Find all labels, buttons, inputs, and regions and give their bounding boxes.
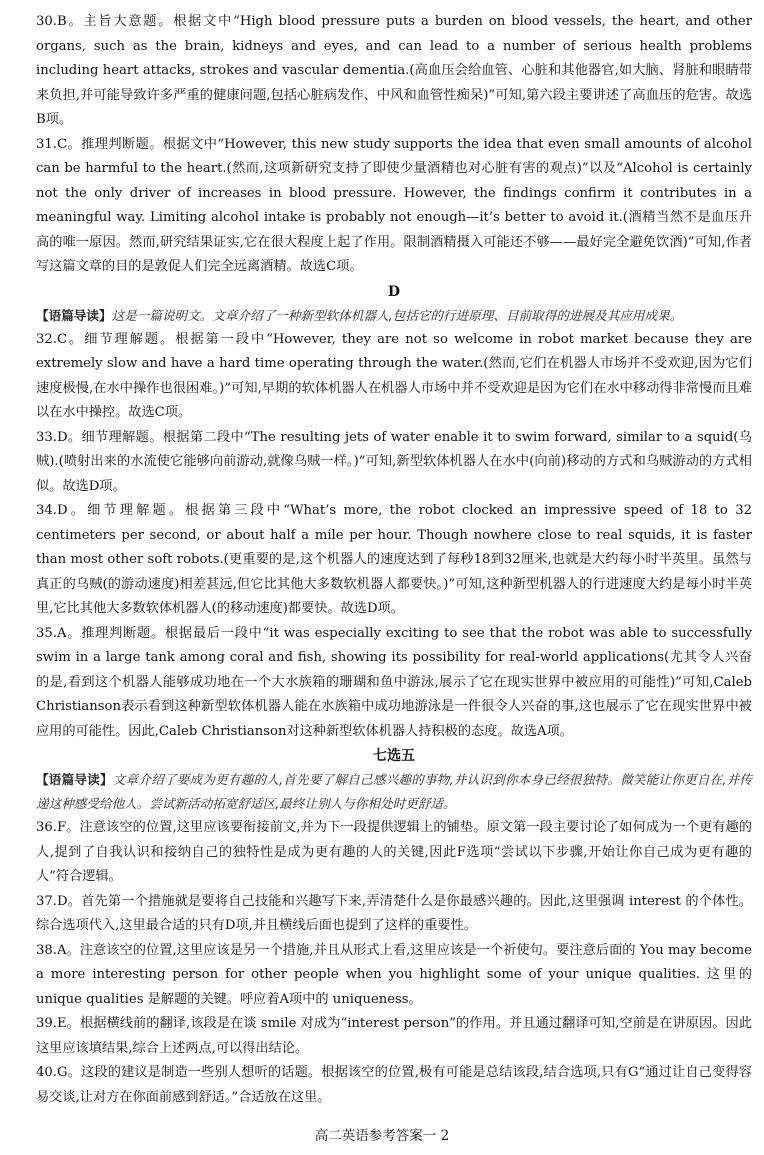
answer-page — [36, 10, 752, 1110]
answer-38 — [36, 939, 752, 1013]
answer-text: D。细节理解题。根据第三段中“What’s more, the robot clocked an impressive speed of 18 to 32 centimeters per second, or about half a mile per hour. Though nowhere close to real squids, it is faster than most other soft robots.(更重要的是,这个机器人的速度达到了每秒18到32厘米,也就是大约每小时半英里。虽然与真正的乌贼(的游动速度)相差甚远,但它比其他大多数软机器人都要快。)”可知,这种新型机器人的行进速度大约是每小时半英里,它比其他大多数软体机器人(的移动速度)都要快。故选D项。 — [36, 503, 752, 616]
guide-text: 文章介绍了要成为更有趣的人,首先要了解自己感兴趣的事物,并认识到你本身已经很独特。微笑能让你更自在,并传递这种感受给他人。尝试新活动拓宽舒适区,最终让别人与你相处时更舒适。 — [36, 772, 753, 811]
answer-number: 36. — [36, 820, 57, 835]
section-d-title: D — [387, 283, 401, 300]
answer-text: G。这段的建议是制造一些别人想听的话题。根据该空的位置,极有可能是总结该段,结合选项,只有G“通过让自己变得容易交谈,让对方在你面前感到舒适。”合适放在这里。 — [36, 1065, 752, 1105]
answer-text: A。注意该空的位置,这里应该是另一个措施,并且从形式上看,这里应该是一个祈使句。要注意后面的 You may become a more interesting person for other people when you highlight some of your unique qualities. 这里的 unique qualities 是解题的关键。呼应着A项中的 uniqueness。 — [36, 942, 752, 1007]
answer-number: 31. — [36, 136, 57, 152]
guide-label: 【语篇导读】 — [36, 307, 112, 323]
answer-31 — [36, 133, 752, 280]
answer-32 — [36, 328, 752, 426]
answer-number: 39. — [36, 1016, 57, 1031]
answer-number: 37. — [36, 893, 57, 909]
answer-text: C。推理判断题。根据文中“However, this new study supports the idea that even small amounts of alcohol can be harmful to the heart.(然而,这项新研究支持了即使少量酒精也对心脏有害的观点)”以及“Alcohol is certainly not the only driver of increases in blood pressure. However, the findings confirm it contributes in a meaningful way. Limiting alcohol intake is probably not enough—it’s better to avoid it.(酒精当然不是血压升高的唯一原因。然而,研究结果证实,它在很大程度上起了作用。限制酒精摄入可能还不够——最好完全避免饮酒)”可知,作者写这篇文章的目的是敦促人们完全远离酒精。故选C项。 — [36, 136, 752, 274]
section-seven-title: 七选五 — [373, 748, 415, 764]
answer-number: 38. — [36, 942, 57, 958]
answer-number: 30. — [36, 14, 57, 29]
guide-text: 这是一篇说明文。文章介绍了一种新型软体机器人,包括它的行进原理、目前取得的进展及其应用成果。 — [111, 307, 683, 323]
answer-text: D。首先第一个措施就是要将自己技能和兴趣写下来,弄清楚什么是你最感兴趣的。因此,这里强调 interest 的个体性。综合选项代入,这里最合适的只有D项,并且横线后面也提到了这样的重要性。 — [36, 893, 752, 933]
answer-text: C。细节理解题。根据第一段中“However, they are not so welcome in robot market because they are extremely slow and have a hard time operating through the water.(然而,它们在机器人市场并不受欢迎,因为它们速度极慢,在水中操作也很困难。)”可知,早期的软体机器人在机器人市场中并不受欢迎是因为它们在水中移动得非常慢而且难以在水中操控。故选C项。 — [36, 331, 752, 420]
answer-30 — [36, 10, 752, 133]
answer-number: 34. — [36, 503, 57, 518]
answer-number: 35. — [36, 625, 57, 641]
page-footer: 高二英语参考答案一 2 — [314, 1128, 450, 1144]
answer-text: E。根据横线前的翻译,该段是在谈 smile 对成为“interest person”的作用。并且通过翻译可知,空前是在讲原因。因此这里应该填结果,综合上述两点,可以得出结论。 — [36, 1016, 752, 1056]
answer-text: F。注意该空的位置,这里应该要衔接前文,并为下一段提供逻辑上的铺垫。原文第一段主要讨论了如何成为一个更有趣的人,提到了自我认识和接纳自己的独特性是成为更有趣的人的关键,因此F选项“尝试以下步骤,开始让你自己成为更有趣的人”符合逻辑。 — [36, 820, 752, 884]
answer-37 — [36, 890, 752, 939]
answer-text: A。推理判断题。根据最后一段中“it was especially exciting to see that the robot was able to successfully swim in a large tank among coral and fish, showing its possibility for real-world applications(尤其令人兴奋的是,看到这个机器人能够成功地在一个大水族箱的珊瑚和鱼中游泳,展示了它在现实世界中被应用的可能性)”可知,Caleb Christianson表示看到这种新型软体机器人能在水族箱中成功地游泳是一件很令人兴奋的事,这也展示了它在现实世界中被应用的可能性。因此,Caleb Christianson对这种新型软体机器人持积极的态度。故选A项。 — [36, 625, 752, 739]
answer-text: D。细节理解题。根据第二段中“The resulting jets of water enable it to swim forward, similar to a squid(乌贼).(喷射出来的水流使它能够向前游动,就像乌贼一样。)”可知,新型软体机器人在水中(向前)移动的方式和乌贼游动的方式相似。故选D项。 — [36, 429, 752, 494]
answer-text: B。主旨大意题。根据文中“High blood pressure puts a burden on blood vessels, the heart, and other organs, such as the brain, kidneys and eyes, and can lead to a number of serious health problems including heart attacks, strokes and vascular dementia.(高血压会给血管、心脏和其他器官,如大脑、肾脏和眼睛带来负担,并可能导致许多严重的健康问题,包括心脏病发作、中风和血管性痴呆)”可知,第六段主要讲述了高血压的危害。故选B项。 — [36, 14, 752, 127]
guide-label: 【语篇导读】 — [36, 772, 113, 787]
answer-number: 40. — [36, 1065, 57, 1080]
section-seven-guide — [36, 768, 752, 816]
answer-36 — [36, 816, 752, 890]
answer-35 — [36, 622, 752, 745]
answer-number: 33. — [36, 429, 57, 445]
answer-34 — [36, 499, 752, 622]
answer-33 — [36, 426, 752, 500]
answer-40 — [36, 1061, 752, 1110]
section-d-guide — [36, 304, 752, 328]
answer-number: 32. — [36, 331, 57, 347]
answer-39 — [36, 1012, 752, 1061]
